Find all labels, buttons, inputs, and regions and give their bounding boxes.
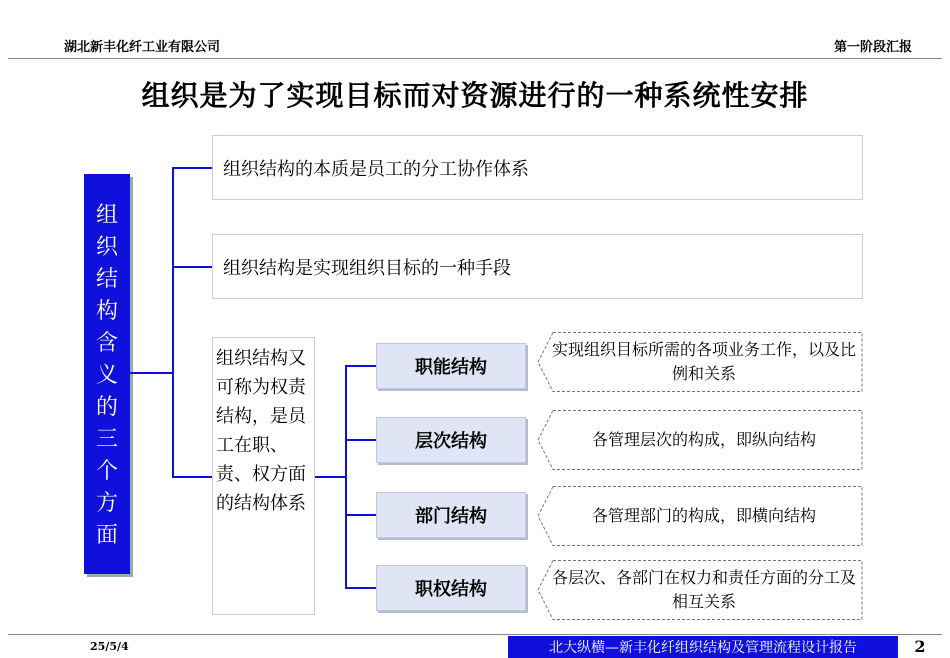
structure-desc: 各层次、各部门在权力和责任方面的分工及相互关系 (551, 568, 856, 611)
connector-line (315, 476, 347, 478)
aspect-rights-box (212, 337, 315, 615)
vertical-char: 的 (95, 395, 118, 420)
vertical-char: 义 (95, 363, 118, 388)
structure-label: 部门结构 (415, 506, 487, 527)
connector-line (172, 167, 174, 477)
page-title: 组织是为了实现目标而对资源进行的一种系统性安排 (141, 79, 809, 112)
top-divider (8, 58, 942, 59)
aspect-means-text: 组织结构是实现组织目标的一种手段 (223, 257, 511, 279)
vertical-char: 结 (95, 267, 118, 292)
structure-label: 职能结构 (415, 357, 487, 378)
structure-desc: 各管理层次的构成，即纵向结构 (591, 430, 816, 449)
aspect-rights-text: 组织结构又可称为权责结构，是员工在职、责、权方面的结构体系 (216, 348, 306, 514)
vertical-char: 面 (95, 523, 118, 548)
vertical-char: 织 (95, 235, 118, 260)
structure-label: 层次结构 (415, 431, 487, 452)
structure-hierarchical (376, 417, 526, 463)
structure-departmental (376, 492, 526, 538)
connector-line (345, 514, 376, 516)
aspect-essence-text: 组织结构的本质是员工的分工协作体系 (223, 158, 529, 180)
connector-line (130, 372, 173, 374)
company-name: 湖北新丰化纤工业有限公司 (64, 40, 221, 55)
vertical-char: 构 (95, 299, 118, 324)
connector-line (172, 476, 212, 478)
structure-desc-box (537, 332, 863, 392)
footer-report-title: 北大纵横—新丰化纤组织结构及管理流程设计报告 (508, 636, 898, 658)
connector-line (345, 365, 347, 588)
stage-label: 第一阶段汇报 (833, 40, 912, 55)
aspect-essence-box (212, 135, 863, 200)
structure-label: 职权结构 (415, 579, 487, 600)
structure-functional (376, 343, 526, 389)
footer-date: 25/5/4 (90, 640, 129, 653)
structure-desc-box (537, 486, 863, 546)
aspect-means-box (212, 234, 863, 299)
structure-desc-box (537, 410, 863, 470)
aspects-vertical-label (84, 174, 130, 574)
structure-desc: 实现组织目标所需的各项业务工作，以及比例和关系 (551, 340, 856, 383)
structure-desc-box (537, 560, 863, 620)
connector-line (345, 439, 376, 441)
structure-desc: 各管理部门的构成，即横向结构 (591, 506, 816, 525)
vertical-char: 组 (95, 203, 118, 228)
connector-line (345, 365, 376, 367)
connector-line (172, 167, 212, 169)
vertical-char: 方 (95, 491, 118, 516)
connector-line (345, 587, 376, 589)
structure-authority (376, 565, 526, 611)
vertical-char: 三 (95, 427, 118, 452)
bottom-divider (8, 634, 942, 635)
page-number: 2 (914, 637, 926, 656)
vertical-char: 含 (95, 331, 118, 356)
connector-line (172, 266, 212, 268)
vertical-char: 个 (95, 459, 118, 484)
